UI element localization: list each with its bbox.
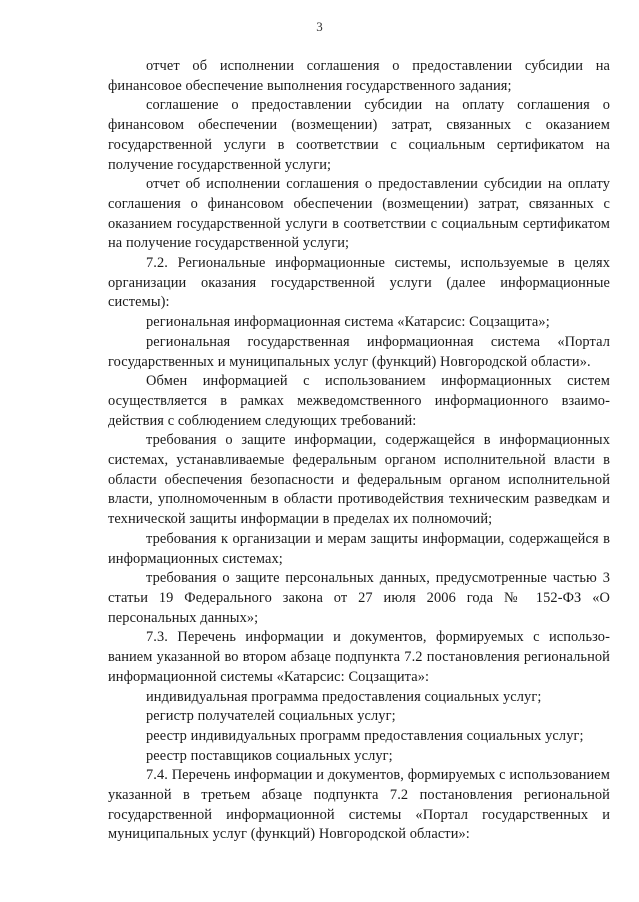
paragraph-gov-services-portal: региональная государственная информационная система «Портал государственных и муниципальных услуг (функций) Новгородской области». <box>108 333 610 370</box>
paragraph-personal-data-requirements: требования о защите персональных данных, предусмотренные частью 3 статьи 19 Федерального закона от 27 июля 2006 года № 152-ФЗ «О персональных данных»; <box>108 570 610 626</box>
paragraph-organization-requirements: требования к организации и мерам защиты информации, содержащейся в информационных системах; <box>108 530 610 567</box>
list-item-providers-registry: реестр поставщиков социальных услуг; <box>146 747 393 764</box>
paragraph-report-social-certificate: отчет об исполнении соглашения о предоставлении субсидии на оплату соглашения о финансовом обеспечении (возмещении) затрат, связанных с оказанием государственной услуги в соответствии с социальным сертификатом на получение государственной услуги; <box>108 176 610 252</box>
list-item-recipients-register: регистр получателей социальных услуг; <box>146 708 396 725</box>
list-item-individual-program: индивидуальная программа предоставления социальных услуг; <box>146 688 542 705</box>
list-item-programs-registry: реестр индивидуальных программ предоставления социальных услуг; <box>146 727 584 744</box>
page-number: 3 <box>316 19 323 34</box>
paragraph-section-7-2: 7.2. Региональные информационные системы, используемые в целях организации оказания государственной услуги (далее информационные системы): <box>108 255 610 311</box>
paragraph-section-7-4: 7.4. Перечень информации и документов, формируемых с использованием указанной в третьем абзаце подпункта 7.2 постановления региональной государственной информационной системы «Портал государственных и муниципальных услуг (функций) Новгородской области»: <box>108 767 610 843</box>
paragraph-katarsis-system: региональная информационная система «Катарсис: Соцзащита»; <box>146 314 550 331</box>
paragraph-section-7-3: 7.3. Перечень информации и документов, формируемых с использо-ванием указанной во втором абзаце подпункта 7.2 постановления региональной информационной системы «Катарсис: Соцзащита»: <box>108 629 610 685</box>
paragraph-information-exchange: Обмен информацией с использованием информационных систем осуществляется в рамках межведомственного информационного взаимо-действия с соблюдением следующих требований: <box>108 373 610 429</box>
paragraph-report-state-task-subsidy: отчет об исполнении соглашения о предоставлении субсидии на финансовое обеспечение выполнения государственного задания; <box>108 58 610 94</box>
paragraph-info-protection-requirements: требования о защите информации, содержащейся в информационных системах, устанавливаемые федеральным органом исполнительной власти в области обеспечения безопасности и федеральным органом исполнительной власти, уполномоченным в области противодействия техническим разведкам и технической защиты информации в пределах их полномочий; <box>108 432 610 528</box>
paragraph-agreement-social-certificate: соглашение о предоставлении субсидии на оплату соглашения о финансовом обеспечении (возмещении) затрат, связанных с оказанием государственной услуги в соответствии с социальным сертификатом на получение государственной услуги; <box>108 97 610 173</box>
document-body <box>108 57 610 845</box>
